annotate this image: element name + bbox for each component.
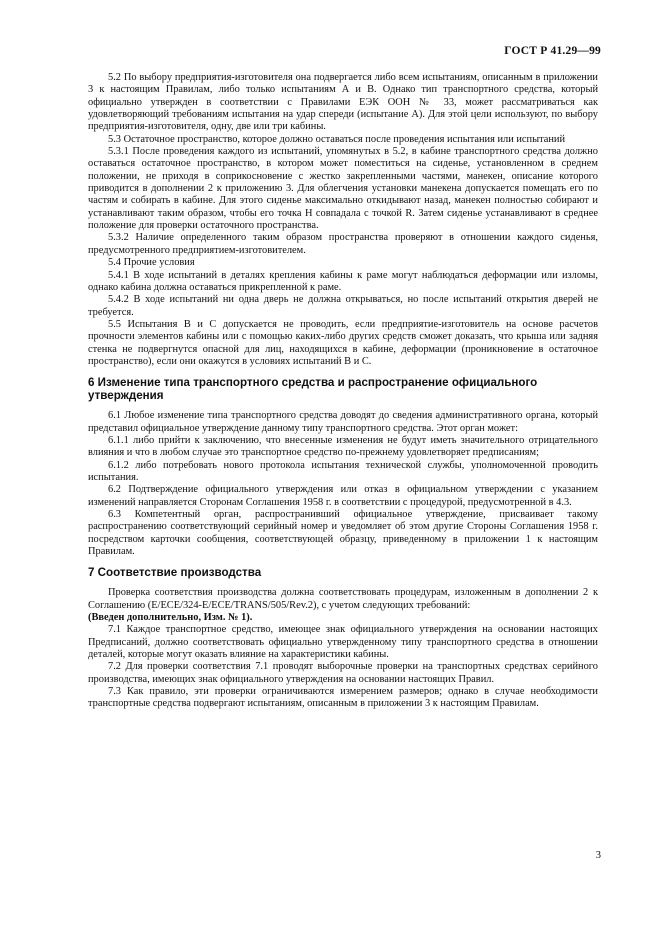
paragraph-5-4-1: 5.4.1 В ходе испытаний в деталях крепления кабины к раме могут наблюдаться деформации или изломы, однако кабина должна оставаться прикрепленной к раме. bbox=[88, 269, 598, 293]
paragraph-5-3-2: 5.3.2 Наличие определенного таким образом пространства проверяют в отношении каждого сиденья, предусмотренного предприятием-изготовителем. bbox=[88, 232, 598, 256]
page-number: 3 bbox=[595, 850, 601, 861]
paragraph-6-1: 6.1 Любое изменение типа транспортного средства доводят до сведения административного органа, который представил официальное утверждение данному типу транспортного средства. Этот орган может: bbox=[88, 410, 598, 434]
section-6-heading: 6 Изменение типа транспортного средства и распространение официального утверждения bbox=[88, 376, 538, 403]
paragraph-5-4: 5.4 Прочие условия bbox=[108, 257, 195, 269]
paragraph-5-5: 5.5 Испытания В и С допускается не проводить, если предприятие-изготовитель на основе расчетов прочности элементов кабины или с помощью каких-либо других средств сможет доказать, что крыша или задняя стенка не подвергнутся опасной для лиц, находящихся в кабине, деформации (проникновение в остаточное пространство), если они окажутся в условиях испытаний В и С. bbox=[88, 318, 598, 367]
document-header: ГОСТ Р 41.29—99 bbox=[504, 45, 601, 57]
page-content bbox=[88, 72, 598, 711]
paragraph-6-3: 6.3 Компетентный орган, распространивший официальное утверждение, присваивает такому распространению соответствующий серийный номер и уведомляет об этом другие Стороны Соглашения 1958 г. посредством карточки сообщения, соответствующей образцу, приведенному в приложении 1 к настоящим Правилам. bbox=[88, 509, 598, 558]
section-7-intro: Проверка соответствия производства должна соответствовать процедурам, изложенным в дополнении 2 к Соглашению (E/ECE/324-E/ECE/TRANS/505/Rev.2), с учетом следующих требований: bbox=[88, 587, 598, 611]
paragraph-7-2: 7.2 Для проверки соответствия 7.1 проводят выборочные проверки на транспортных средствах серийного производства, имеющих знак официального утверждения на основании настоящих Правил. bbox=[88, 661, 598, 685]
paragraph-6-1-1: 6.1.1 либо прийти к заключению, что внесенные изменения не будут иметь значительного отрицательного влияния и что в любом случае это транспортное средство по-прежнему удовлетворяет предписаниям; bbox=[88, 434, 598, 459]
paragraph-7-1: 7.1 Каждое транспортное средство, имеющее знак официального утверждения на основании настоящих Предписаний, должно соответствовать официально утвержденному типу транспортного средства в отношении деталей, которые могут оказать влияние на характеристики кабины. bbox=[88, 624, 598, 661]
paragraph-5-4-2: 5.4.2 В ходе испытаний ни одна дверь не должна открываться, но после испытаний открытия дверей не требуется. bbox=[88, 294, 598, 318]
paragraph-6-2: 6.2 Подтверждение официального утверждения или отказ в официальном утверждении с указанием изменений направляется Сторонам Соглашения 1958 г. в соответствии с процедурой, предусмотренной в 4.3. bbox=[88, 484, 598, 508]
paragraph-5-2: 5.2 По выбору предприятия-изготовителя она подвергается либо всем испытаниям, описанным в приложении 3 к настоящим Правилам, либо только испытаниям А и В. Однако тип транспортного средства, который официально утвержден в соответствии с Правилами ЕЭК ООН № 33, может рассматриваться как удовлетворяющий требованиям испытания на удар спереди (испытание А). Для этой цели используют, по выбору предприятия-изготовителя, одну, две или три кабины. bbox=[88, 72, 598, 133]
paragraph-6-1-2: 6.1.2 либо потребовать нового протокола испытания технической службы, уполномоченной проводить испытания. bbox=[88, 459, 598, 483]
paragraph-5-3-1: 5.3.1 После проведения каждого из испытаний, упомянутых в 5.2, в кабине транспортного средства должно оставаться остаточное пространство, в котором может поместиться на сиденье, установленном в среднем положении, не приходя в соприкосновение с жестко закрепленными частями, манекен, описание которого приводится в дополнении 2 к приложению 3. Для облегчения установки манекена допускается помещать его по частям и собирать в кабине. Для этого сиденье максимально откидывают назад, манекен полностью собирают и устанавливают таким образом, чтобы его точка H совпадала с точкой R. Затем сиденье устанавливают в среднее положение для проверки остаточного пространства. bbox=[88, 146, 598, 232]
paragraph-5-3: 5.3 Остаточное пространство, которое должно оставаться после проведения испытания или испытаний bbox=[108, 133, 566, 145]
section-7-heading: 7 Соответствие производства bbox=[88, 566, 262, 580]
amendment-note: (Введен дополнительно, Изм. № 1). bbox=[88, 612, 253, 624]
paragraph-7-3: 7.3 Как правило, эти проверки ограничиваются измерением размеров; однако в случае необходимости транспортные средства подвергают испытаниям, описанным в приложении 3 к настоящим Правилам. bbox=[88, 686, 598, 710]
